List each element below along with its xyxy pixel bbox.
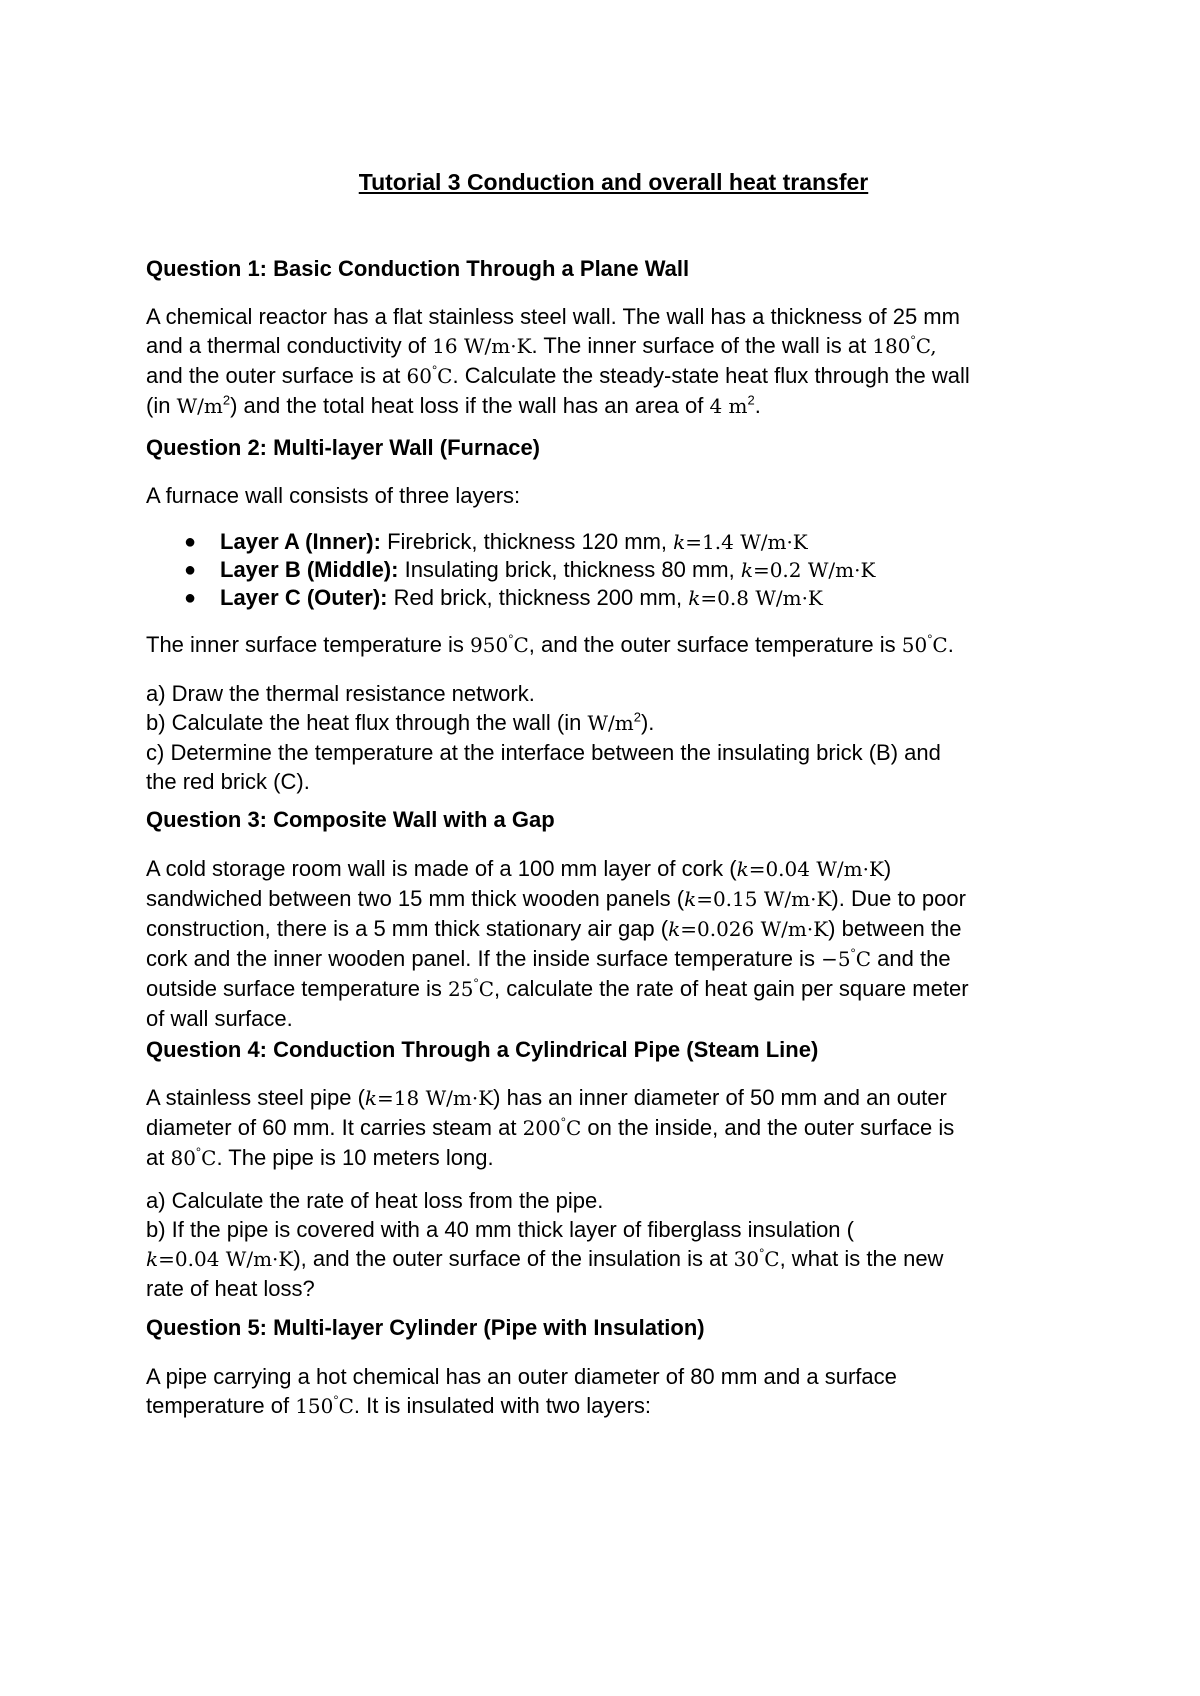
document-title: Tutorial 3 Conduction and overall heat transfer (358, 169, 869, 195)
question-3-text: A cold storage room wall is made of a 100 mm layer of cork (k=0.04 W/m·K) sandwiched between two 15 mm thick wooden panels (k=0.15 W/m·K). Due to poor construction, there is a 5 mm thick stationary air gap (k=0.026 W/m·K) between the cork and the inner wooden panel. If the inside surface temperature is −5°C and the outside surface temperature is 25°C, calculate the rate of heat gain per square meter of wall surface. (146, 856, 969, 1031)
question-4-text: A stainless steel pipe (k=18 W/m·K) has an inner diameter of 50 mm and an outer diameter of 60 mm. It carries steam at 200°C on the inside, and the outer surface is at 80°C. The pipe is 10 meters long. (146, 1085, 955, 1170)
question-2-task-b: b) Calculate the heat flux through the wall (in $W/m^2$). (146, 709, 655, 735)
question-5-heading: Question 5: Multi-layer Cylinder (Pipe with Insulation) (146, 1315, 705, 1340)
question-2-task-c: c) Determine the temperature at the interface between the insulating brick (B) and (146, 740, 941, 765)
question-1-line-4: (in $W/m^2$) and the total heat loss if the wall has an area of 4 $m^2$. (146, 392, 761, 418)
question-4-task-a: a) Calculate the rate of heat loss from the pipe. (146, 1188, 604, 1213)
question-1-line-3: and the outer surface is at 60°C. Calculate the steady-state heat flux through the wall (146, 362, 970, 388)
list-item: ● Layer B (Middle): Insulating brick, thickness 80 mm, k=0.2 W/m·K (184, 557, 876, 582)
question-3-heading: Question 3: Composite Wall with a Gap (146, 807, 555, 832)
list-item: ● Layer C (Outer): Red brick, thickness 200 mm, k=0.8 W/m·K (184, 585, 823, 610)
question-5-text: A pipe carrying a hot chemical has an outer diameter of 80 mm and a surface temperature of 150°C. It is insulated with two layers: (146, 1364, 897, 1418)
question-4-heading: Question 4: Conduction Through a Cylindrical Pipe (Steam Line) (146, 1037, 819, 1062)
question-2-task-a: a) Draw the thermal resistance network. (146, 681, 535, 706)
question-2-tasks: a) Draw the thermal resistance network. b) Calculate the heat flux through the wall (in $W/m^2$). c) Determine the temperature at the interface between the insulating brick (B) and the red brick (C). (146, 679, 1081, 796)
question-4-task-b: b) If the pipe is covered with a 40 mm thick layer of fiberglass insulation ( (146, 1217, 854, 1242)
question-2-intro: A furnace wall consists of three layers: (146, 483, 521, 508)
question-1-heading: Question 1: Basic Conduction Through a Plane Wall (146, 256, 690, 281)
list-item: ● Layer A (Inner): Firebrick, thickness 120 mm, k=1.4 W/m·K (184, 529, 808, 554)
question-4-tasks: a) Calculate the rate of heat loss from the pipe. b) If the pipe is covered with a 40 mm thick layer of fiberglass insulation ( k=0.04 W/m·K), and the outer surface of the insulation is at 30°C, what is the new rate of heat loss? (146, 1186, 1081, 1303)
question-1-line-2: and a thermal conductivity of 16 W/m·K. The inner surface of the wall is at 180°C, (146, 332, 937, 358)
question-2-layer-list (146, 528, 1081, 612)
question-1-line-1: A chemical reactor has a flat stainless steel wall. The wall has a thickness of 25 mm (146, 304, 960, 329)
question-2-temperatures: The inner surface temperature is 950°C, and the outer surface temperature is 50°C. (146, 631, 954, 657)
question-2-heading: Question 2: Multi-layer Wall (Furnace) (146, 435, 541, 460)
question-1-text (146, 302, 1081, 421)
